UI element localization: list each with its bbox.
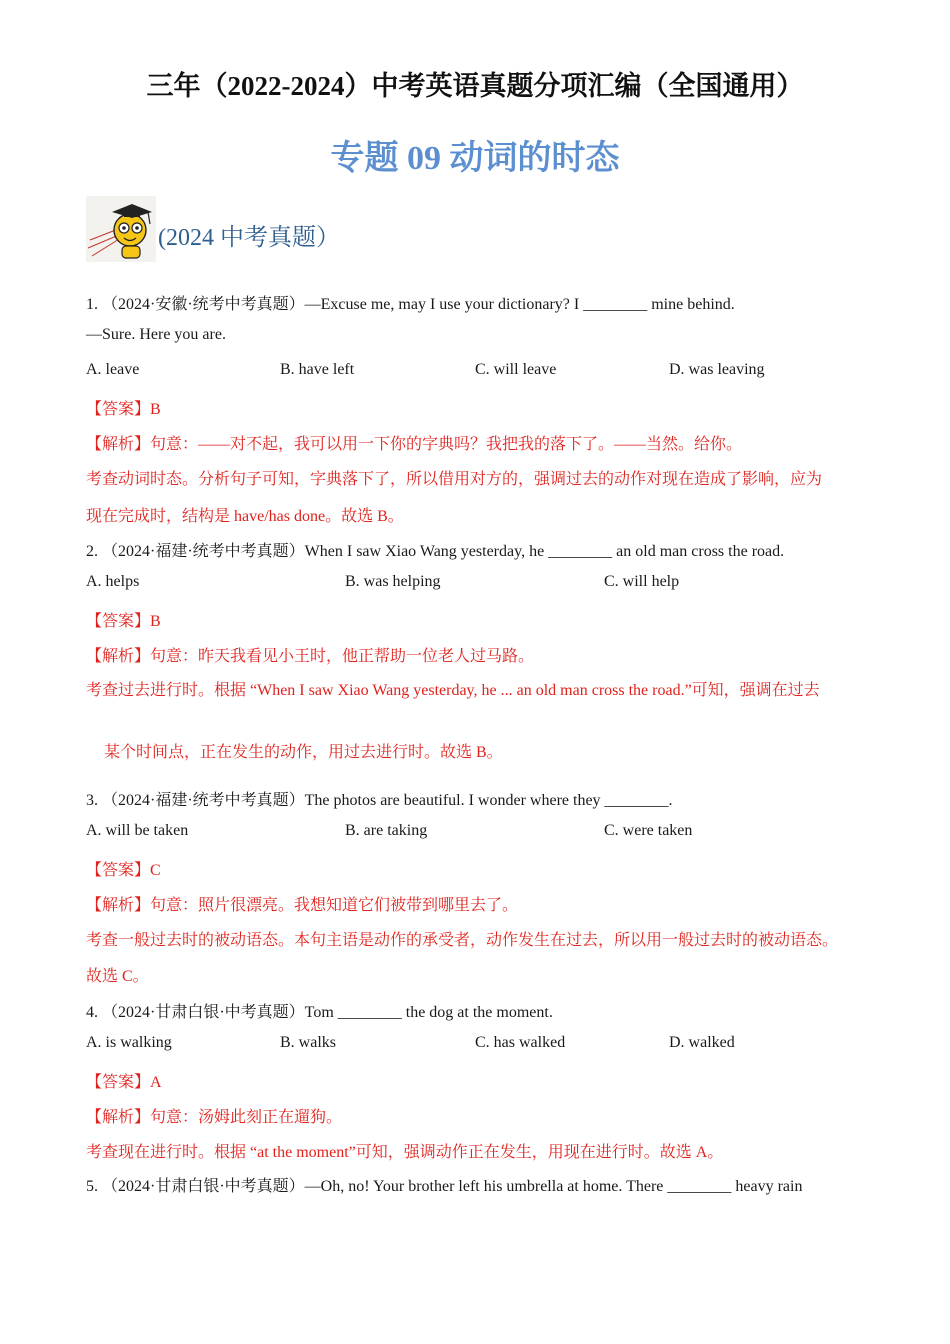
explanation-line: 考查动词时态。分析句子可知，字典落下了，所以借用对方的，强调过去的动作对现在造成了影响，应为 [86,471,823,488]
answer-line: 【答案】B [86,401,161,418]
option-b: B. was helping [345,573,441,590]
analysis-line: 【解析】句意：昨天我看见小王时，他正帮助一位老人过马路。 [86,648,535,665]
option-b: B. are taking [345,822,428,839]
answer-line: 【答案】A [86,1074,162,1091]
explanation-line-2: 某个时间点，正在发生的动作，用过去进行时。故选 B。 [104,744,503,761]
answer-line: 【答案】B [86,613,161,630]
scholar-mascot-icon [86,196,156,262]
question-stem: 2. （2024·福建·统考中考真题）When I saw Xiao Wang yesterday, he ________ an old man cross the road. [86,543,785,560]
analysis-line: 【解析】句意：——对不起，我可以用一下你的字典吗？我把我的落下了。——当然。给你。 [86,436,743,453]
option-c: C. has walked [475,1034,566,1051]
section-label: (2024 中考真题） [158,224,340,251]
question-stem: 3. （2024·福建·统考中考真题）The photos are beautiful. I wonder where they ________. [86,792,673,809]
question-stem: 5. （2024·甘肃白银·中考真题）—Oh, no! Your brother left his umbrella at home. There ________ heavy rain [86,1178,803,1195]
option-a: A. is walking [86,1034,172,1051]
option-b: B. walks [280,1034,336,1051]
document-title: 三年（2022-2024）中考英语真题分项汇编（全国通用） [146,71,804,101]
question-stem: 4. （2024·甘肃白银·中考真题）Tom ________ the dog at the moment. [86,1004,553,1021]
analysis-line: 【解析】句意：照片很漂亮。我想知道它们被带到哪里去了。 [86,897,519,914]
option-c: C. were taken [604,822,693,839]
explanation-line: 考查现在进行时。根据 “at the moment”可知，强调动作正在发生，用现在进行时。故选 A。 [86,1144,724,1161]
section-header [86,196,340,262]
option-c: C. will leave [475,361,557,378]
explanation-line-2: 故选 C。 [86,968,149,985]
option-b: B. have left [280,361,355,378]
analysis-line: 【解析】句意：汤姆此刻正在遛狗。 [86,1109,343,1126]
option-c: C. will help [604,573,680,590]
option-a: A. helps [86,573,140,590]
question-stem: 1. （2024·安徽·统考中考真题）—Excuse me, may I use your dictionary? I ________ mine behind. [86,296,735,313]
explanation-line-2: 现在完成时，结构是 have/has done。故选 B。 [86,508,404,525]
option-a: A. will be taken [86,822,189,839]
option-a: A. leave [86,361,140,378]
topic-subtitle: 专题 09 动词的时态 [330,140,620,177]
answer-line: 【答案】C [86,862,161,879]
option-d: D. walked [669,1034,735,1051]
option-d: D. was leaving [669,361,765,378]
question-stem-line-2: —Sure. Here you are. [86,326,226,343]
explanation-line: 考查一般过去时的被动语态。本句主语是动作的承受者，动作发生在过去，所以用一般过去时的被动语态。 [86,932,839,949]
explanation-line: 考查过去进行时。根据 “When I saw Xiao Wang yesterday, he ... an old man cross the road.”可知，强调在过去 [86,682,820,699]
